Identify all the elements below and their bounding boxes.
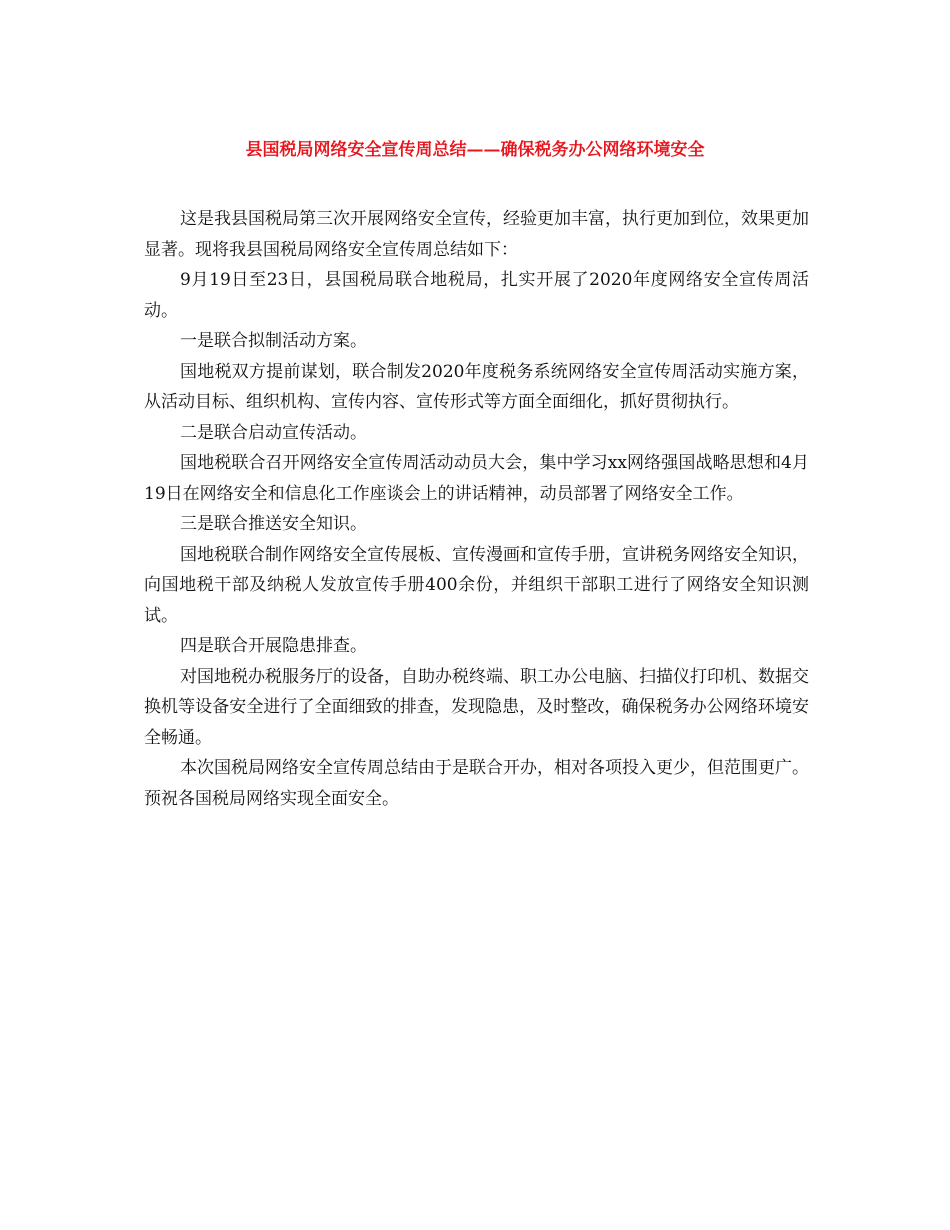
paragraph-item-3: 国地税联合制作网络安全宣传展板、宣传漫画和宣传手册，宣讲税务网络安全知识，向国地税干部及纳税人发放宣传手册400余份，并组织干部职工进行了网络安全知识测试。 xyxy=(144,544,809,626)
paragraph-item-1: 国地税双方提前谋划，联合制发2020年度税务系统网络安全宣传周活动实施方案，从活动目标、组织机构、宣传内容、宣传形式等方面全面细化，抓好贯彻执行。 xyxy=(144,361,809,412)
heading-item-4: 四是联合开展隐患排查。 xyxy=(180,636,367,656)
paragraph-conclusion: 本次国税局网络安全宣传周总结由于是联合开办，相对各项投入更少，但范围更广。预祝各国税局网络实现全面安全。 xyxy=(144,758,809,809)
paragraph-item-2: 国地税联合召开网络安全宣传周活动动员大会，集中学习xx网络强国战略思想和4月19日在网络安全和信息化工作座谈会上的讲话精神，动员部署了网络安全工作。 xyxy=(144,453,809,504)
paragraph-intro: 这是我县国税局第三次开展网络安全宣传，经验更加丰富，执行更加到位，效果更加显著。现将我县国税局网络安全宣传周总结如下： xyxy=(144,209,809,260)
heading-item-3: 三是联合推送安全知识。 xyxy=(180,514,367,534)
heading-item-1: 一是联合拟制活动方案。 xyxy=(180,331,367,351)
heading-item-2: 二是联合启动宣传活动。 xyxy=(180,422,367,443)
document-title: 县国税局网络安全宣传周总结——确保税务办公网络环境安全 xyxy=(245,140,705,160)
document-body xyxy=(144,204,809,814)
paragraph-item-4: 对国地税办税服务厅的设备，自助办税终端、职工办公电脑、扫描仪打印机、数据交换机等设备安全进行了全面细致的排查，发现隐患，及时整改，确保税务办公网络环境安全畅通。 xyxy=(144,666,809,748)
paragraph-dates: 9月19日至23日，县国税局联合地税局，扎实开展了2020年度网络安全宣传周活动。 xyxy=(144,270,809,321)
